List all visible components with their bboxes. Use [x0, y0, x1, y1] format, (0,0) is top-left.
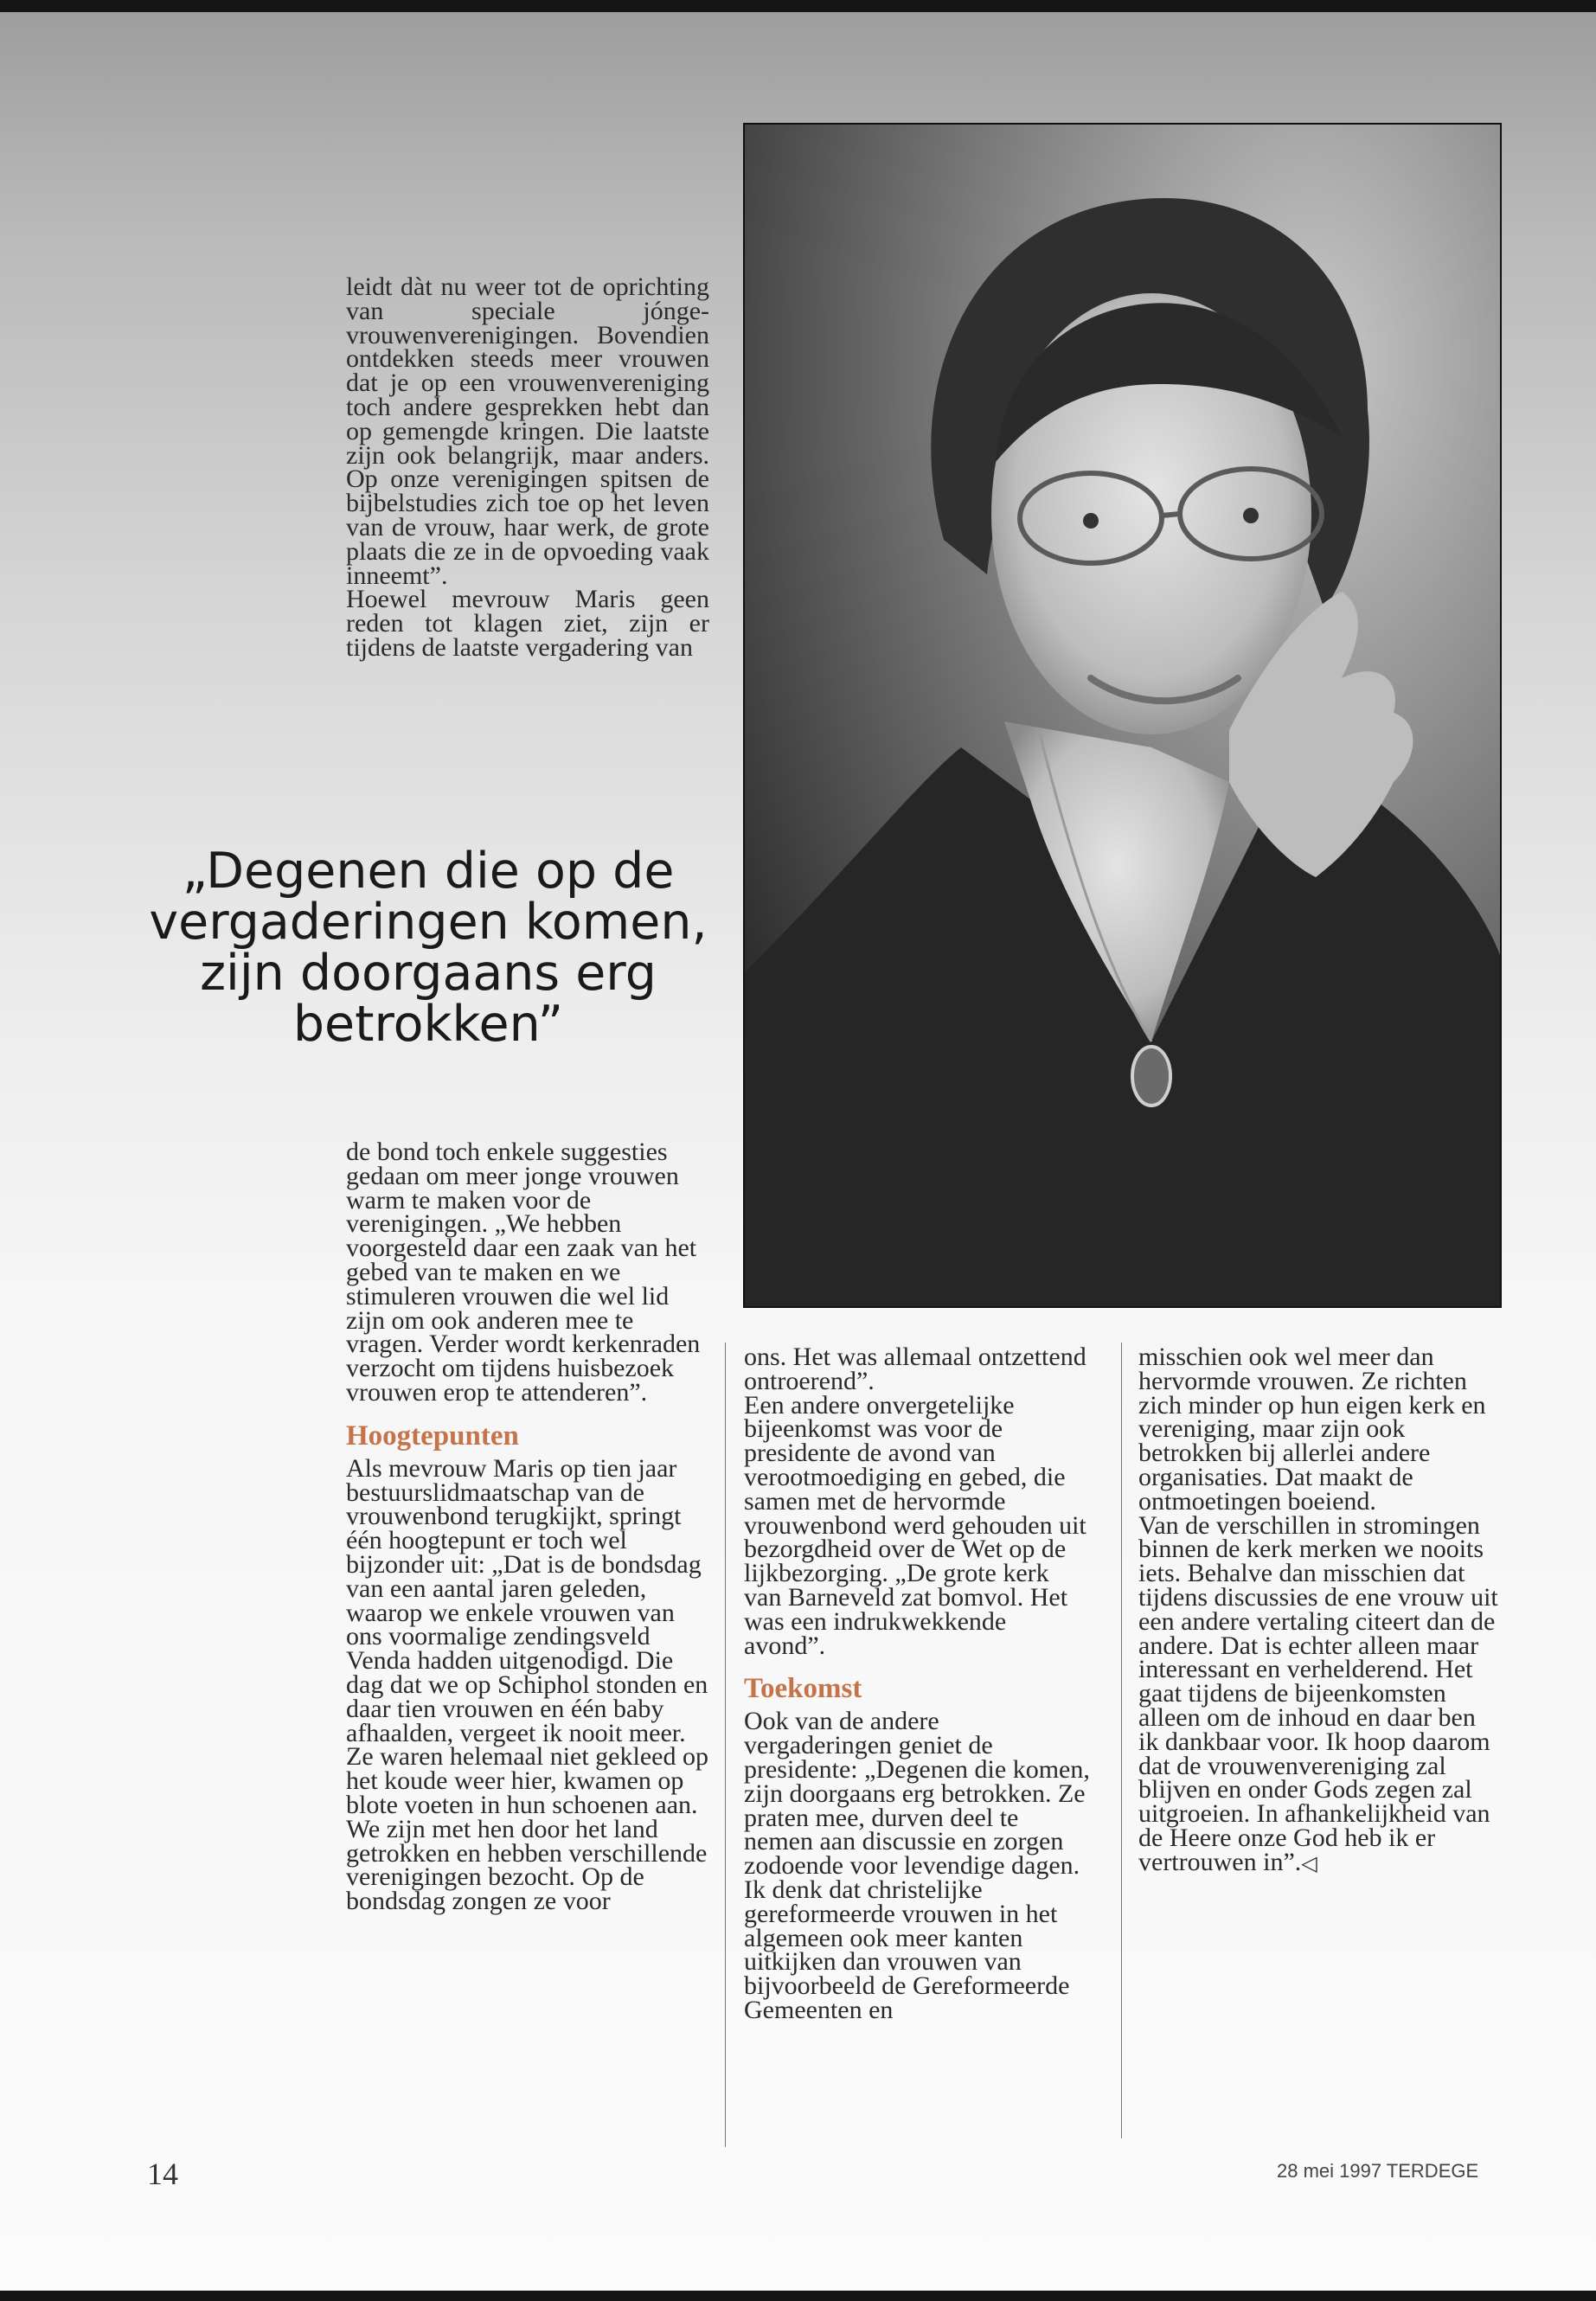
- subheading-hoogtepunten: Hoogtepunten: [346, 1420, 519, 1452]
- column-2-paragraph-1: de bond toch enkele suggesties gedaan om meer jonge vrouwen warm te maken voor de verenigingen. „We hebben voorgesteld daar een zaak van het gebed van te maken en we stimuleren vrouwen die wel lid zijn om ook anderen mee te vragen. Verder wordt kerkenraden verzocht om tijdens huisbezoek vrouwen erop te attenderen”.: [346, 1138, 701, 1407]
- column-1-paragraph-2: Hoewel mevrouw Maris geen reden tot klagen ziet, zijn er tijdens de laatste vergadering van: [346, 585, 709, 662]
- column-3-paragraph-1: ons. Het was allemaal ontzettend ontroerend”.: [744, 1343, 1086, 1395]
- column-rule-2: [1121, 1343, 1122, 2138]
- column-4-paragraph-2: [1138, 1510, 1502, 1877]
- pull-quote-line-3: zijn doorgaans erg: [200, 945, 657, 1002]
- scan-border-top: [0, 0, 1596, 12]
- column-1: [346, 272, 709, 662]
- pull-quote: [138, 843, 718, 1053]
- subheading-toekomst: Toekomst: [744, 1673, 862, 1705]
- column-3-paragraph-2: Een andere onvergetelijke bijeenkomst was voor de presidente de avond van verootmoediging en gebed, die samen met de hervormde vrouwenbond werd gehouden uit bezorgdheid over de Wet op de lijkbezorging. „De grote kerk van Barneveld zat bomvol. Het was een indrukwekkende avond”.: [744, 1390, 1086, 1660]
- column-rule-1: [725, 1343, 726, 2147]
- column-4-paragraph-1: misschien ook wel meer dan hervormde vrouwen. Ze richten zich minder op hun eigen kerk en vereniging, maar zijn ook betrokken bij allerlei andere organisaties. Dat maakt de ontmoetingen boeiend.: [1138, 1343, 1486, 1516]
- pull-quote-line-1: „Degenen die op de: [182, 843, 675, 900]
- pull-quote-line-2: vergaderingen komen,: [149, 894, 708, 951]
- column-4: [1138, 1345, 1502, 1877]
- column-3: [744, 1345, 1090, 2022]
- pull-quote-line-4: betrokken”: [292, 996, 564, 1053]
- column-3-paragraph-3: Ook van de andere vergaderingen geniet de presidente: „Degenen die komen, zijn doorgaans erg betrokken. Ze praten mee, durven deel te nemen aan discussie en zorgen zodoende voor levendige dagen. Ik denk dat christelijke gereformeerde vrouwen in het algemeen ook meer kanten uitkijken dan vrouwen van bijvoorbeeld de Gereformeerde Gemeenten en: [744, 1707, 1090, 2024]
- column-1-paragraph-1: leidt dàt nu weer tot de oprichting van speciale jónge-vrouwenverenigingen. Bovendien ontdekken steeds meer vrouwen dat je op een vrouwenvereniging toch andere gesprekken hebt dan op gemengde kringen. Die laatste zijn ook belangrijk, maar anders. Op onze verenigingen spitsen de bijbelstudies zich toe op het leven van de vrouw, haar werk, de grote plaats die ze in de opvoeding vaak inneemt”.: [346, 272, 709, 590]
- portrait-illustration: [745, 125, 1500, 1306]
- column-2-paragraph-2: Als mevrouw Maris op tien jaar bestuurslidmaatschap van de vrouwenbond terugkijkt, springt één hoogtepunt er toch wel bijzonder uit: „Dat is de bondsdag van een aantal jaren geleden, waarop we enkele vrouwen van ons voormalige zendingsveld Venda hadden uitgenodigd. Die dag dat we op Schiphol stonden en daar tien vrouwen en één baby afhaalden, vergeet ik nooit meer. Ze waren helemaal niet gekleed op het koude weer hier, kwamen op blote voeten in hun schoenen aan. We zijn met hen door het land getrokken en hebben verschillende verenigingen bezocht. Op de bondsdag zongen ze voor: [346, 1453, 708, 1916]
- scan-border-bottom: [0, 2291, 1596, 2301]
- issue-footer: 28 mei 1997 TERDEGE: [1277, 2160, 1479, 2182]
- column-2: [346, 1138, 709, 1916]
- column-4-paragraph-2-text: Van de verschillen in stromingen binnen de kerk merken we nooits iets. Behalve dan misschien dat tijdens discussies de ene vrouw uit een andere vertaling citeert dan de andere. Dat is echter alleen maar interessant en verhelderend. Het gaat tijdens de bijeenkomsten alleen om de inhoud en daar ben ik dankbaar voor. Ik hoop daarom dat de vrouwenvereniging zal blijven en onder Gods zegen zal uitgroeien. In afhankelijkheid van de Heere onze God heb ik er vertrouwen in”.: [1138, 1510, 1498, 1876]
- end-mark-icon: ◁: [1301, 1852, 1317, 1875]
- portrait-photo: [743, 123, 1502, 1308]
- page-number: 14: [147, 2157, 178, 2191]
